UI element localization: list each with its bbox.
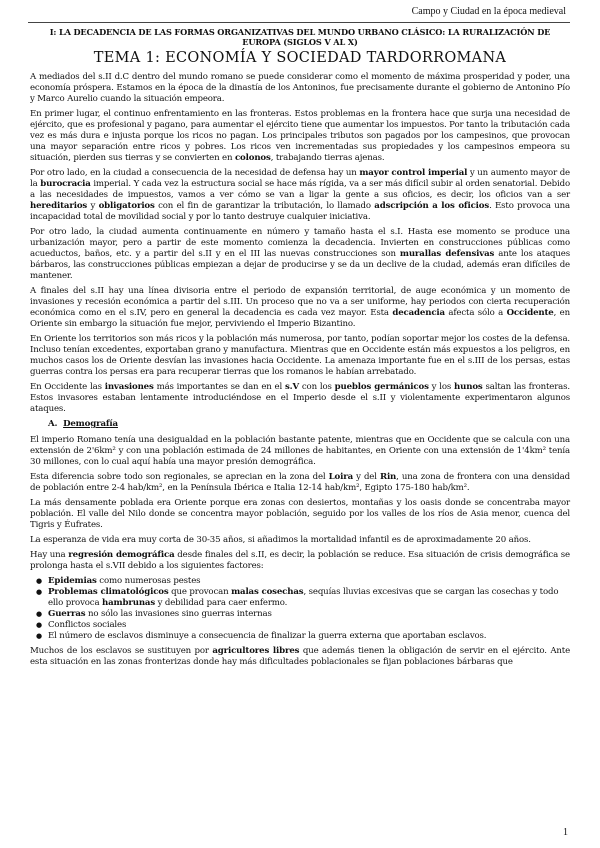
running-header: Campo y Ciudad en la época medieval [411,6,566,17]
term-agricultores-libres: agricultores libres [212,646,300,656]
unit-title: I: LA DECADENCIA DE LAS FORMAS ORGANIZATIVAS DEL MUNDO URBANO CLÁSICO: LA RURALIZACIÓN DE EUROPA (SIGLOS V AL X) [49,27,551,47]
list-item: ● Epidemias como numerosas pestes [42,576,570,587]
list-item: ● Conflictos sociales [42,620,570,631]
paragraph-1: A mediados del s.II d.C dentro del mundo romano se puede considerar como el momento de máxima prosperidad y poder, una economía próspera. Estamos en la época de la dinastía de los Antoninos, fue precisamente durante el gobierno de Antonino Pío y Marco Aurelio cuando la situación empeora. [30,72,570,104]
paragraph-8: El imperio Romano tenía una desigualdad en la población bastante patente, mientras que en Occidente que se calcula con una extensión de 2'6km² y con una población estimada de 24 millones de habitantes, en Oriente con una extensión de 1'4km² tenía 30 millones, con lo cual aquí había una mayor presión demográfica. [30,435,570,467]
paragraph-5: A finales del s.II hay una línea divisoria entre el periodo de expansión territorial, de auge económica y un momento de invasiones y recesión económica a partir del s.III. Un proceso que no va a ser uniforme, hay periodos con cierta recuperación económica como en el s.IV, pero en general la decadencia es cada vez mayor. Esta decadencia afecta sólo a Occidente, en Oriente sin embargo la situación fue mejor, perviviendo el Imperio Bizantino. [30,286,570,329]
term-hereditarios: hereditarios [30,201,88,211]
term-rin: Rin [379,472,397,482]
term-s-v: s.V [284,382,300,392]
term-hunos: hunos [454,382,483,392]
paragraph-11: La esperanza de vida era muy corta de 30-35 años, si añadimos la mortalidad infantil es de aproximadamente 20 años. [30,535,531,545]
paragraph-2: En primer lugar, el continuo enfrentamiento en las fronteras. Estos problemas en la frontera hace que surja una necesidad de ejército, que es profesional y pagano, para aumentar el ejército tiene que aumentar los impuestos. Por tanto la tributación cada vez es más dura e injusta porque los ricos no pagan. Los principales tributos son pagados por los campesinos, que provocan una mayor separación entre ricos y pobres. Los ricos ven incrementadas sus propiedades y los campesinos empeora su situación, pierden sus tierras y se convierten en colonos, trabajando tierras ajenas. [30,109,570,163]
term-pueblos-germanicos: pueblos germánicos [334,382,429,392]
section-heading-demografia: A. Demografía [48,419,118,429]
page-body [30,27,570,672]
term-invasiones: invasiones [104,382,154,392]
term-decadencia: decadencia [392,308,445,318]
paragraph-13: Muchos de los esclavos se sustituyen por agricultores libres que además tienen la obligación de servir en el ejército. Ante esta situación en las zonas fronterizas donde hay más dificultades poblacionales se fijan poblaciones bárbaras que [30,646,571,667]
list-item: ● Problemas climatológicos que provocan malas cosechas, sequías lluvias excesivas que se cargan las cosechas y todo ello provoca hambrunas y debilidad para caer enfermo. [42,587,570,609]
list-item: ● Guerras no sólo las invasiones sino guerras internas [42,609,570,620]
paragraph-4: Por otro lado, la ciudad aumenta continuamente en número y tamaño hasta el s.I. Hasta ese momento se produce una urbanización mayor, pero a partir de este momento comienza la decadencia. Invierten en construcciones públicas como acueductos, baños, etc. y a partir del s.II y en el III las nuevas construcciones son murallas defensivas ante los ataques bárbaros, las construcciones públicas empiezan a dejar de producirse y se da un declive de la ciudad, además eran difíciles de mantener. [30,227,570,281]
term-regresion: regresión demográfica [68,550,175,560]
paragraph-10: La más densamente poblada era Oriente porque era zonas con desiertos, montañas y los oasis donde se concentraba mayor población. El valle del Nilo donde se concentra mayor población, seguido por los valles de los ríos de Asia menor, cuenca del Tigris y Éufrates. [30,498,570,530]
term-control-imperial: mayor control imperial [359,168,468,178]
term-occidente: Occidente [506,308,554,318]
term-loira: Loira [328,472,353,482]
header-rule [28,22,570,23]
term-obligatorios: obligatorios [98,201,155,211]
term-burocracia: burocracia [40,179,91,189]
term-murallas: murallas defensivas [399,249,495,259]
paragraph-12: Hay una regresión demográfica desde finales del s.II, es decir, la población se reduce. Esa situación de crisis demográfica se prolonga hasta el s.VII debido a los siguientes factores: [30,550,570,571]
paragraph-7: En Occidente las invasiones más importantes se dan en el s.V con los pueblos germánicos y los hunos saltan las fronteras. Estos invasores estaban lentamente introduciéndose en el Imperio desde el s.II y violentamente experimentaron algunos ataques. [30,382,570,414]
term-adscripcion: adscripción a los oficios [374,201,490,211]
paragraph-6: En Oriente los territorios son más ricos y la población más numerosa, por tanto, podían soportar mejor los costes de la defensa. Incluso tenían excedentes, exportaban grano y manufactura. Mientras que en Occidente están más expuestos a los peligros, en muchos casos los de Oriente desvían las invasiones hacia Occidente. La amenaza importante fue en el s.III de los persas, estas guerras contra los persas era para recuperar tierras que los romanos le habían arrebatado. [30,334,570,377]
list-item: ● El número de esclavos disminuye a consecuencia de finalizar la guerra externa que aportaban esclavos. [42,631,570,642]
page-number: 1 [563,827,568,838]
topic-title: TEMA 1: ECONOMÍA Y SOCIEDAD TARDORROMANA [93,50,507,66]
term-colonos: colonos [234,153,271,163]
paragraph-9: Esta diferencia sobre todo son regionales, se aprecian en la zona del Loira y del Rin, una zona de frontera con una densidad de población entre 2-4 hab/km², en la Península Ibérica e Italia 12-14 hab/km², Egipto 175-180 hab/km². [30,472,570,493]
paragraph-3: Por otro lado, en la ciudad a consecuencia de la necesidad de defensa hay un mayor control imperial y un aumento mayor de la burocracia imperial. Y cada vez la estructura social se hace más rígida, va a ser más difícil subir al orden senatorial. Debido a las necesidades de impuestos, vamos a ver cómo se van a ligar la gente a sus oficios, es decir, los oficios van a ser hereditarios y obligatorios con el fin de garantizar la tributación, lo llamado adscripción a los oficios. Esto provoca una incapacidad total de movilidad social y por lo tanto destruye cualquier iniciativa. [30,168,570,222]
factors-list [30,576,570,642]
